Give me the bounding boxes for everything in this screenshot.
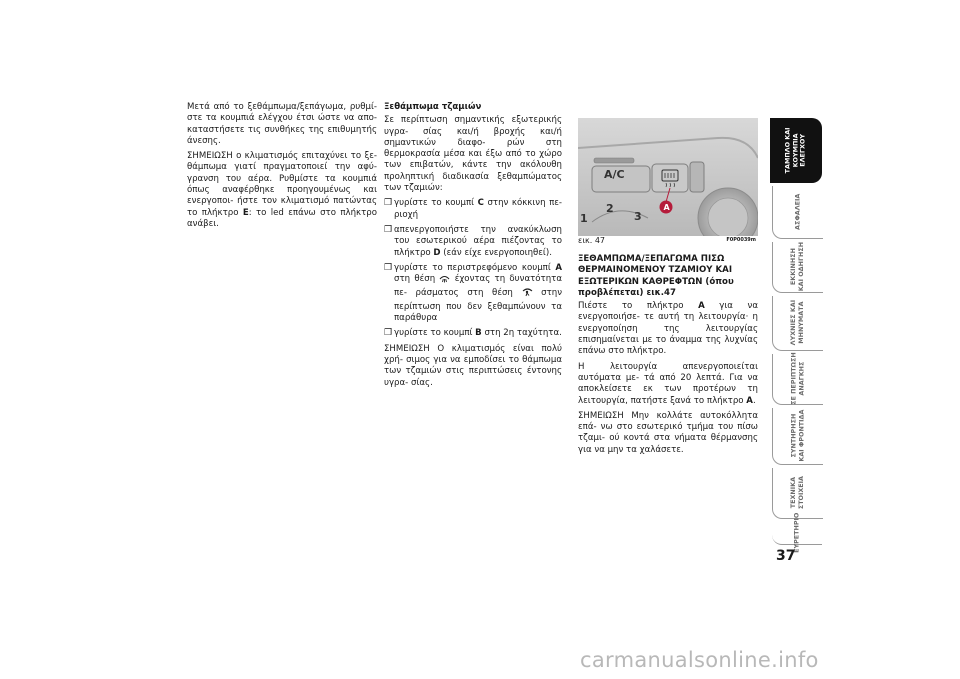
list-item: ❒ γυρίστε το κουμπί B στη 2η ταχύτητα. <box>384 328 562 339</box>
defrost-windscreen-icon <box>439 274 450 287</box>
tab-dashboard-controls[interactable]: ΤΑΜΠΛΟ ΚΑΙ ΚΟΥΜΠΙΑ ΕΛΕΓΧΟΥ <box>770 118 822 183</box>
list-item: ❒ γυρίστε το κουμπί C στην κόκκινη πε- ριοχή <box>384 198 562 220</box>
key-E: E <box>242 207 249 218</box>
watermark: carmanualsonline.info <box>580 648 819 672</box>
paragraph-demisting-intro: Σε περίπτωση σημαντικής εξωτερικής υγρα- σίας και/ή βροχής και/ή σημαντικών διαφο- ρών στη θερμοκρασία μέσα και έξω από το χώρο των επιβατών, κάντε την ακόλουθη προληπτική διαδικασία ξεθαμπώματος των τζαμιών: <box>384 115 562 194</box>
figure-control-panel <box>578 118 758 236</box>
windscreen-feet-icon <box>522 287 533 301</box>
figure-code: F0P0039m <box>726 237 756 243</box>
page-number: 37 <box>776 548 796 564</box>
text-column-right <box>578 254 758 460</box>
bullet-box-icon: ❒ <box>384 224 393 235</box>
fan-speed-2-label: 2 <box>606 202 614 215</box>
paragraph-restore-comfort: Μετά από το ξεθάμπωμα/ξεπάγωμα, ρυθμί- στε τα κουμπιά ελέγχου έτσι ώστε να απο- καταστήσετε τις συνθήκες της επιθυμητής άνεσης. <box>187 102 377 146</box>
list-item: ❒ γυρίστε το περιστρεφόμενο κουμπί A στη θέση έχοντας τη δυνατότητα πε- ράσματος στη θέση στην περίπτωση που δεν ξεθαμπώνουν τα παράθυρα <box>384 262 563 324</box>
note-stickers: ΣΗΜΕΙΩΣΗ Μην κολλάτε αυτοκόλλητα επά- νω στο εσωτερικό τμήμα του πίσω τζαμι- ού κοντά στα νήματα θέρμανσης για να μην τα χαλάσετε. <box>578 410 758 455</box>
bullet-box-icon: ❒ <box>384 198 393 209</box>
control-panel-illustration <box>578 118 758 236</box>
tab-starting-driving[interactable]: ΕΚΚΙΝΗΣΗ ΚΑΙ ΟΔΗΓΗΣΗ <box>772 242 823 293</box>
fan-speed-3-label: 3 <box>634 210 642 223</box>
list-item: ❒ απενεργοποιήστε την ανακύκλωση του εσωτερικού αέρα πιέζοντας το πλήκτρο D (εάν είχε ενεργοποιηθεί). <box>384 224 562 258</box>
figure-number: εικ. 47 <box>578 236 606 245</box>
tab-index[interactable]: ΕΥΡΕΤΗΡΙΟ <box>772 522 822 545</box>
paragraph-activation: Πιέστε το πλήκτρο A για να ενεργοποιήσε- τε αυτή τη λειτουργία· η ενεργοποίηση της λειτουργίας επισημαίνεται με το άναμμα της λυχνίας επάνω στο πλήκτρο. <box>578 301 758 357</box>
note-air-conditioning: ΣΗΜΕΙΩΣΗ ο κλιματισμός επιταχύνει το ξε- θάμπωμα γιατί πραγματοποιεί την αφύ- γρανση του αέρα. Ρυθμίστε τα κουμπιά όπως αναφέρθηκε προηγουμένως και ενεργοποι- ήστε τον κλιματισμό πατώντας το πλήκτρο E: το led επάνω στο πλήκτρο ανάβει. <box>187 151 377 229</box>
bullet-box-icon: ❒ <box>384 262 393 273</box>
tab-emergency[interactable]: ΣΕ ΠΕΡΙΠΤΩΣΗ ΑΝΑΓΚΗΣ <box>772 354 823 405</box>
section-heading-demisting: Ξεθάμπωμα τζαμιών <box>384 102 482 112</box>
section-heading-rear-defrost: ΞΕΘΑΜΠΩΜΑ/ΞΕΠΑΓΩΜΑ ΠΙΣΩ ΘΕΡΜΑΙΝΟΜΕΝΟΥ ΤΖΑΜΙΟΥ ΚΑΙ ΕΞΩΤΕΡΙΚΩΝ ΚΑΘΡΕΦΤΩΝ (όπου προβλέπεται) εικ.47 <box>578 254 734 298</box>
bullet-box-icon: ❒ <box>384 328 393 339</box>
tab-maintenance[interactable]: ΣΥΝΤΗΡΗΣΗ ΚΑΙ ΦΡΟΝΤΙΔΑ <box>772 408 823 465</box>
text-column-left <box>187 102 377 234</box>
fan-speed-1-label: 1 <box>580 212 588 225</box>
text-column-middle <box>384 102 562 393</box>
note-ac-usefulness: ΣΗΜΕΙΩΣΗ Ο κλιματισμός είναι πολύ χρή- σιμος για να εμποδίσει το θάμπωμα των τζαμιών στις περιπτώσεις έντονης υγρα- σίας. <box>384 343 562 388</box>
ac-button-label: A/C <box>604 168 625 181</box>
figure-caption <box>578 236 758 248</box>
tab-safety[interactable]: ΑΣΦΑΛΕΙΑ <box>772 186 823 239</box>
callout-label-A: A <box>663 203 670 212</box>
tab-warning-lights[interactable]: ΛΥΧΝΙΕΣ ΚΑΙ ΜΗΝΥΜΑΤΑ <box>772 296 823 351</box>
paragraph-deactivation: Η λειτουργία απενεργοποιείται αυτόματα με- τά από 20 λεπτά. Για να αποκλείσετε εκ των προτέρων τη λειτουργία, πατήστε ξανά το πλήκτρο A. <box>578 361 758 406</box>
tab-technical-data[interactable]: ΤΕΧΝΙΚΑ ΣΤΟΙΧΕΙΑ <box>772 468 823 519</box>
